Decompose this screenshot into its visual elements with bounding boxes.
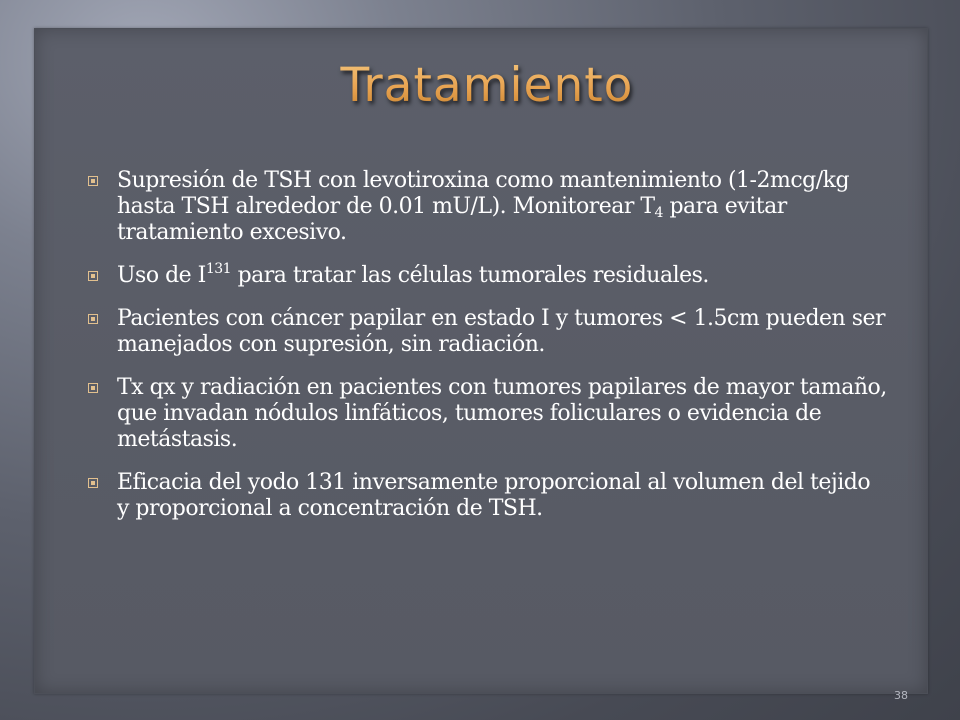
bullet-item bbox=[88, 470, 888, 522]
bullet-list bbox=[88, 168, 888, 539]
square-bullet-icon bbox=[88, 176, 98, 186]
slide-title: Tratamiento bbox=[0, 58, 960, 113]
bullet-text-continued: para evitar tratamiento excesivo. bbox=[117, 194, 787, 245]
bullet-text: Eficacia del yodo 131 inversamente proporcional al volumen del tejido y proporcional a concentración de TSH. bbox=[117, 470, 871, 521]
square-bullet-icon bbox=[88, 314, 98, 324]
bullet-item bbox=[88, 306, 888, 358]
bullet-text-continued: para tratar las células tumorales residuales. bbox=[231, 263, 709, 288]
bullet-item bbox=[88, 263, 888, 289]
bullet-text: Tx qx y radiación en pacientes con tumores papilares de mayor tamaño, que invadan nódulos linfáticos, tumores foliculares o evidencia de metástasis. bbox=[117, 375, 887, 452]
bullet-text: Uso de I bbox=[117, 263, 206, 288]
superscript-text: 131 bbox=[205, 261, 232, 277]
page-number: 38 bbox=[894, 689, 908, 702]
square-bullet-icon bbox=[88, 271, 98, 281]
square-bullet-icon bbox=[88, 478, 98, 488]
bullet-text: Supresión de TSH con levotiroxina como mantenimiento (1-2mcg/kg hasta TSH alrededor de 0.01 mU/L). Monitorear T bbox=[117, 168, 850, 219]
subscript-text: 4 bbox=[654, 205, 663, 221]
bullet-item bbox=[88, 168, 888, 246]
bullet-item bbox=[88, 375, 888, 453]
bullet-text: Pacientes con cáncer papilar en estado I y tumores < 1.5cm pueden ser manejados con supresión, sin radiación. bbox=[117, 306, 886, 357]
square-bullet-icon bbox=[88, 383, 98, 393]
